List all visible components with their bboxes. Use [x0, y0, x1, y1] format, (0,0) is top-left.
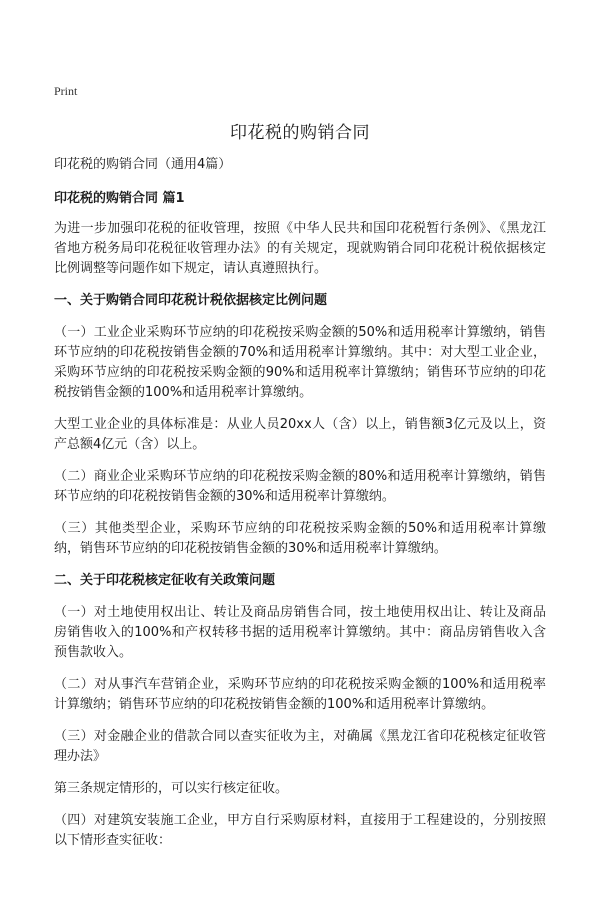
- paragraph-s1-3: （二）商业企业采购环节应纳的印花税按采购金额的80%和适用税率计算缴纳，销售环节应纳的印花税按销售金额的30%和适用税率计算缴纳。: [54, 469, 546, 504]
- section-heading-1: 一、关于购销合同印花税计税依据核定比例问题: [54, 293, 328, 308]
- print-label: Print: [54, 84, 78, 98]
- document-body: [54, 155, 546, 863]
- paragraph-s2-1: （一）对土地使用权出让、转让及商品房销售合同，按土地使用权出让、转让及商品房销售收入的100%和产权转移书据的适用税率计算缴纳。其中：商品房销售收入含预售款收入。: [54, 605, 546, 660]
- article-heading: 印花税的购销合同 篇1: [54, 191, 185, 206]
- paragraph-s2-5: （四）对建筑安装施工企业，甲方自行采购原材料，直接用于工程建设的，分别按照以下情形查实征收：: [54, 813, 546, 848]
- paragraph-intro: 为进一步加强印花税的征收管理，按照《中华人民共和国印花税暂行条例》、《黑龙江省地方税务局印花税征收管理办法》的有关规定，现就购销合同印花税计税依据核定比例调整等问题作如下规定，请认真遵照执行。: [54, 221, 546, 276]
- page-title: 印花税的购销合同: [230, 123, 370, 143]
- paragraph-s1-4: （三）其他类型企业，采购环节应纳的印花税按采购金额的50%和适用税率计算缴纳，销售环节应纳的印花税按销售金额的30%和适用税率计算缴纳。: [54, 521, 546, 556]
- paragraph-s1-1: （一）工业企业采购环节应纳的印花税按采购金额的50%和适用税率计算缴纳，销售环节应纳的印花税按销售金额的70%和适用税率计算缴纳。其中：对大型工业企业，采购环节应纳的印花税按采购金额的90%和适用税率计算缴纳；销售环节应纳的印花税按销售金额的100%和适用税率计算缴纳。: [54, 325, 546, 400]
- paragraph-s2-3: （三）对金融企业的借款合同以查实征收为主，对确属《黑龙江省印花税核定征收管理办法》: [54, 729, 546, 764]
- section-heading-2: 二、关于印花税核定征收有关政策问题: [54, 573, 276, 588]
- document-subtitle: 印花税的购销合同（通用4篇）: [54, 157, 232, 172]
- paragraph-s2-2: （二）对从事汽车营销企业，采购环节应纳的印花税按采购金额的100%和适用税率计算缴纳；销售环节应纳的印花税按销售金额的100%和适用税率计算缴纳。: [54, 677, 546, 712]
- paragraph-s2-4: 第三条规定情形的，可以实行核定征收。: [54, 781, 289, 796]
- paragraph-s1-2: 大型工业企业的具体标准是：从业人员20xx人（含）以上，销售额3亿元及以上，资产总额4亿元（含）以上。: [54, 417, 546, 452]
